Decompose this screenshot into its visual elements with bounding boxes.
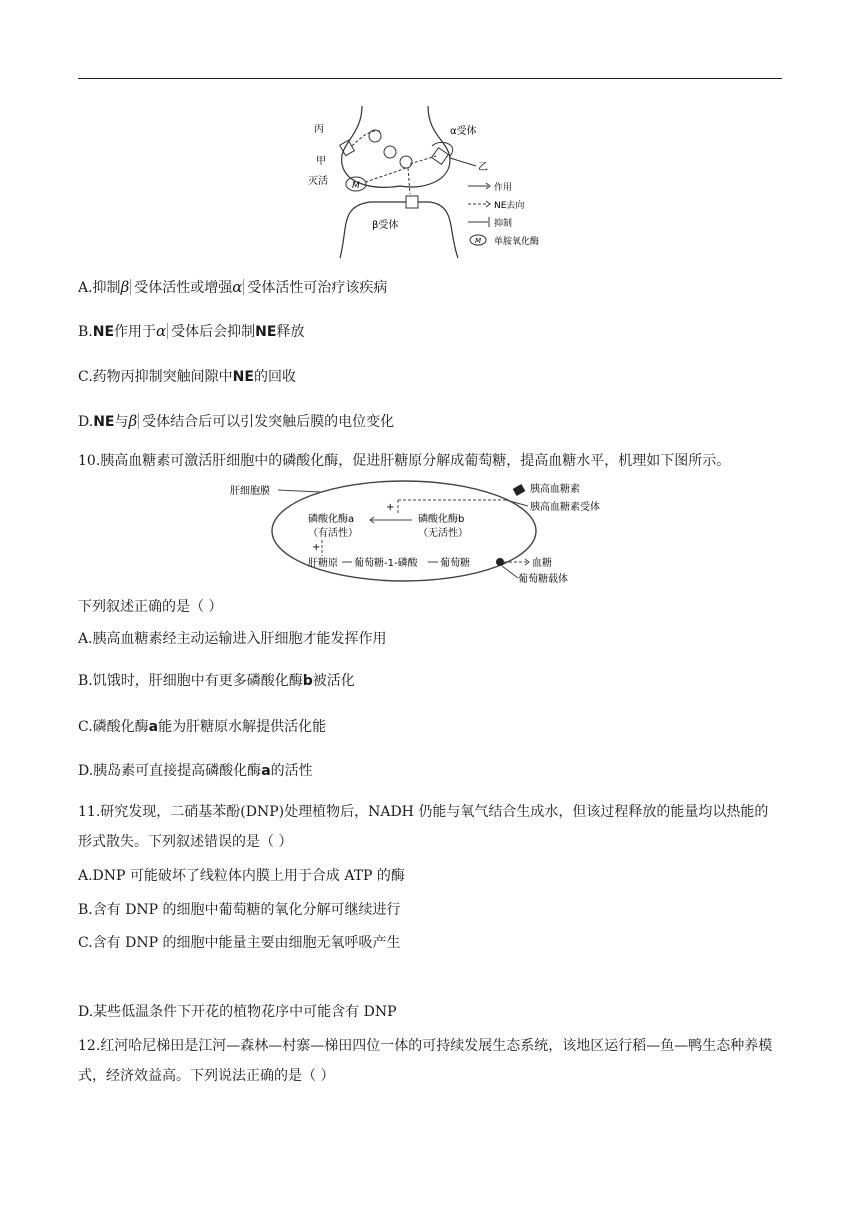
q10-stem: 10.胰高血糖素可激活肝细胞中的磷酸化酶，促进肝糖原分解成葡萄糖，提高血糖水平，机理如下图所示。 <box>78 453 731 469</box>
vesicle <box>400 156 412 168</box>
label-jia: 甲 <box>316 156 326 167</box>
legend-effect: 作用 <box>494 183 513 193</box>
glycogen-figure <box>228 478 628 586</box>
label-enzyme-a-state: （有活性） <box>308 528 358 539</box>
header-rule <box>78 78 782 79</box>
mao-label: M <box>352 181 360 191</box>
q10-option-b: B.饥饿时，肝细胞中有更多磷酸化酶b被活化 <box>78 673 355 689</box>
q9-option-d: D.NE与β 受体结合后可以引发突触后膜的电位变化 <box>78 412 395 430</box>
q9-option-a: A.抑制β 受体活性或增强α 受体活性可治疗该疾病 <box>78 278 388 296</box>
label-yi: 乙 <box>478 162 488 173</box>
presynaptic-membrane <box>342 106 450 187</box>
q10-prompt: 下列叙述正确的是（ ） <box>78 599 223 615</box>
q10-option-c: C.磷酸化酶a能为肝糖原水解提供活化能 <box>78 719 327 735</box>
glucose-transporter <box>496 558 504 566</box>
svg-text:+: + <box>386 502 395 513</box>
label-bing: 丙 <box>314 124 324 135</box>
label-receptor: 胰高血糖素受体 <box>530 502 600 513</box>
q9-option-b: B.NE作用于α 受体后会抑制NE释放 <box>78 322 305 340</box>
beta-receptor <box>406 196 418 208</box>
label-blood-sugar: 血糖 <box>532 558 552 569</box>
label-enzyme-b: 磷酸化酶b <box>418 514 465 525</box>
label-enzyme-b-state: （无活性） <box>418 528 468 539</box>
pathway-glucose: 葡萄糖 <box>440 558 470 569</box>
alpha-receptor <box>432 148 449 165</box>
q11-option-c: C.含有 DNP 的细胞中能量主要由细胞无氧呼吸产生 <box>78 935 401 951</box>
svg-text:+: + <box>312 542 321 553</box>
pathway-glycogen: 肝糖原 <box>308 558 338 569</box>
q10-option-a: A.胰高血糖素经主动运输进入肝细胞才能发挥作用 <box>78 631 387 647</box>
label-membrane: 肝细胞膜 <box>230 486 270 497</box>
q11-option-b: B.含有 DNP 的细胞中葡萄糖的氧化分解可继续进行 <box>78 902 401 918</box>
ne-flow-arrow <box>408 168 410 194</box>
q11-stem: 11.研究发现，二硝基苯酚(DNP)处理植物后，NADH 仍能与氧气结合生成水，但该过程释放的能量均以热能的形式散失。下列叙述错误的是（ ） <box>78 804 769 850</box>
q12-stem: 12.红河哈尼梯田是江河—森林—村寨—梯田四位一体的可持续发展生态系统，该地区运行稻—鱼—鸭生态种养模式，经济效益高。下列说法正确的是（ ） <box>78 1038 773 1084</box>
label-beta-receptor: β受体 <box>372 220 399 231</box>
label-miehuo: 灭活 <box>308 176 328 187</box>
label-transporter: 葡萄糖载体 <box>518 574 568 585</box>
q10-option-d: D.胰岛素可直接提高磷酸化酶a的活性 <box>78 763 313 779</box>
synapse-figure <box>300 98 550 258</box>
q11-option-a: A.DNP 可能破坏了线粒体内膜上用于合成 ATP 的酶 <box>78 868 405 884</box>
label-alpha-receptor: α受体 <box>450 126 477 137</box>
pathway-g1p: 葡萄糖-1-磷酸 <box>354 558 418 569</box>
svg-text:M: M <box>475 237 482 245</box>
label-enzyme-a: 磷酸化酶a <box>308 514 355 525</box>
legend-ne-direction: NE去向 <box>494 201 525 211</box>
legend-inhibit: 抑制 <box>494 219 513 229</box>
legend-mao: 单胺氧化酶 <box>494 237 540 247</box>
q9-option-c: C.药物丙抑制突触间隙中NE的回收 <box>78 369 296 385</box>
glucagon-icon <box>513 484 526 496</box>
ne-flow-arrow <box>352 131 382 146</box>
ne-flow-arrow <box>366 168 406 182</box>
label-glucagon: 胰高血糖素 <box>530 484 580 495</box>
vesicle <box>369 130 381 142</box>
q11-option-d: D.某些低温条件下开花的植物花序中可能含有 DNP <box>78 1004 397 1020</box>
postsynaptic-membrane <box>340 202 458 258</box>
vesicle <box>384 146 396 158</box>
